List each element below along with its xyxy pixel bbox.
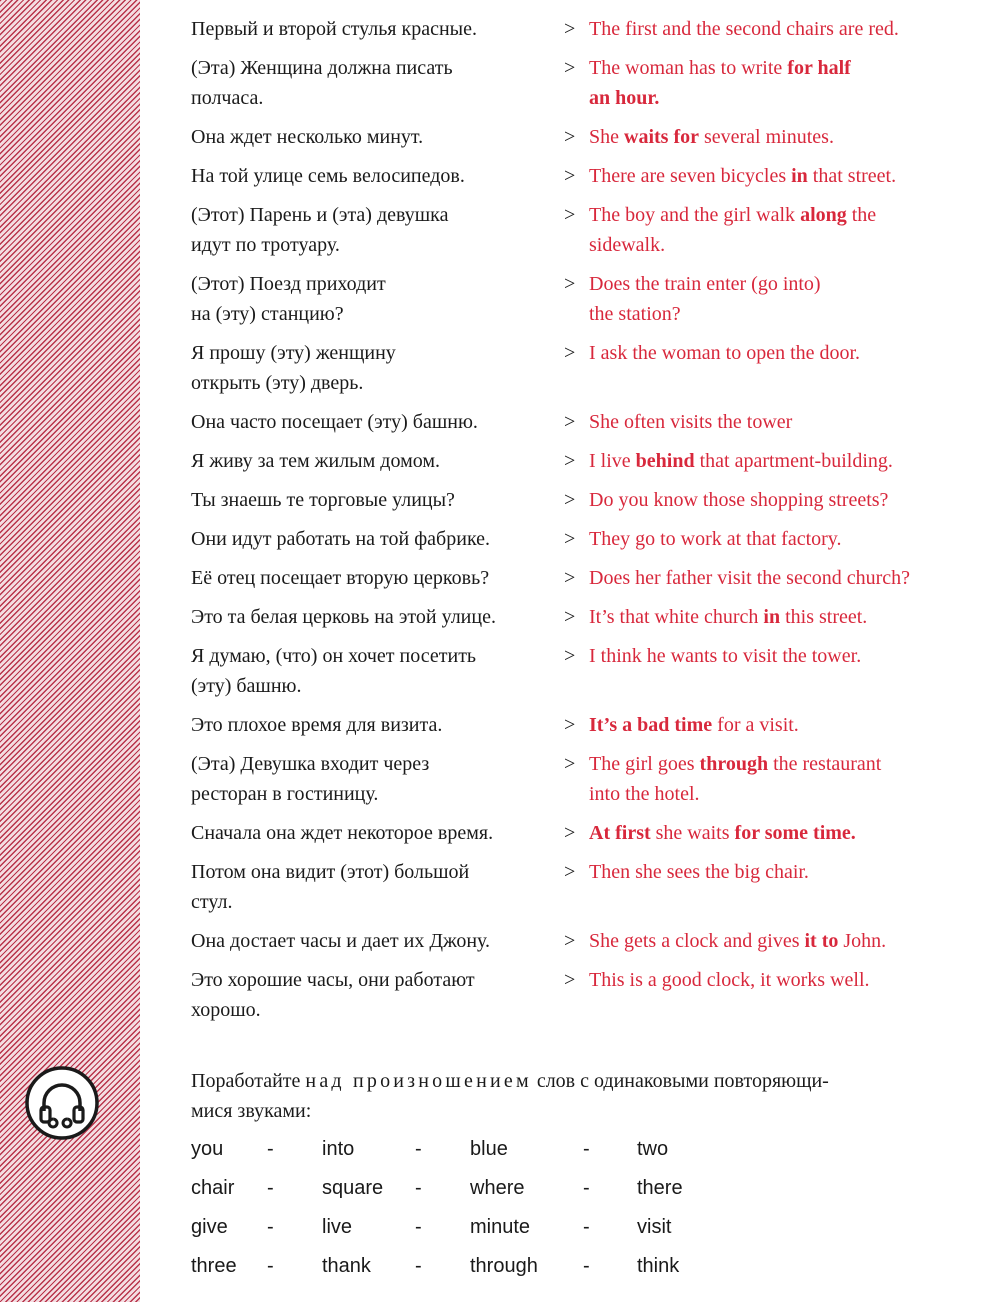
headphones-icon [24,1065,100,1141]
russian-sentence [191,965,556,1025]
russian-line: Она часто посещает (эту) башню. [191,411,478,433]
arrow-marker: > [564,861,576,883]
russian-line: Потом она видит (этот) большой [191,861,470,883]
english-translation [589,161,989,191]
english-segment: This is a good clock, it works well. [589,969,870,991]
russian-sentence [191,818,556,848]
english-bold-segment: behind [635,450,695,472]
english-line [589,710,989,740]
english-line [589,563,989,593]
russian-sentence [191,122,556,152]
arrow-marker: > [564,273,576,295]
english-line [589,407,989,437]
russian-line: стул. [191,891,233,913]
arrow-marker: > [564,204,576,226]
english-segment: It’s that white church [589,606,764,628]
arrow-marker: > [564,606,576,628]
instruction-text-spaced: над произношением [305,1070,532,1092]
english-bold-segment: At first [589,822,651,844]
english-segment: several minutes. [698,126,834,148]
english-segment: There are seven bicycles [589,165,792,187]
english-segment: into the hotel. [589,783,700,805]
english-bold-segment: It’s a bad time [589,714,713,736]
english-segment: this street. [780,606,868,628]
word-separator: - [267,1177,274,1199]
english-segment: They go to work at that factory. [589,528,842,550]
english-line [589,926,989,956]
pronunciation-instruction [191,1066,971,1126]
sentence-row [0,926,1000,956]
word-cell: square [322,1177,384,1199]
russian-sentence [191,269,556,329]
arrow-marker: > [564,342,576,364]
word-cell: blue [470,1138,508,1160]
english-segment: Does her father visit the second church? [589,567,910,589]
arrow-marker: > [564,822,576,844]
english-line [589,524,989,554]
english-translation [589,641,989,671]
english-translation [589,200,989,260]
english-bold-segment: in [763,606,781,628]
russian-sentence [191,749,556,809]
english-line [589,446,989,476]
sentence-row [0,446,1000,476]
english-segment: the [846,204,877,226]
english-segment: I live [589,450,636,472]
sentence-row [0,407,1000,437]
russian-line: (эту) башню. [191,675,302,697]
russian-line: Она достает часы и дает их Джону. [191,930,491,952]
arrow-marker: > [564,489,576,511]
word-cell: thank [322,1255,371,1277]
english-segment: The woman has to write [589,57,788,79]
sentence-row [0,710,1000,740]
word-row [191,1251,791,1290]
word-row [191,1173,791,1212]
english-segment: Do you know those shopping streets? [589,489,889,511]
word-cell: give [191,1216,228,1238]
russian-line: Это хорошие часы, они работают [191,969,475,991]
russian-line: На той улице семь велосипедов. [191,165,465,187]
arrow-marker: > [564,126,576,148]
word-cell: live [322,1216,353,1238]
sentence-row [0,563,1000,593]
instruction-text-line2: мися звуками: [191,1100,312,1122]
russian-line: ресторан в гостиницу. [191,783,379,805]
english-line [589,818,989,848]
english-translation [589,818,989,848]
russian-sentence [191,485,556,515]
russian-line: Ты знаешь те торговые улицы? [191,489,455,511]
sentence-row [0,749,1000,809]
russian-sentence [191,602,556,632]
english-bold-segment: through [699,753,769,775]
word-separator: - [267,1138,274,1160]
english-segment: Does the train enter (go into) [589,273,821,295]
pronunciation-word-table [191,1134,791,1290]
english-line [589,299,989,329]
english-line [589,338,989,368]
russian-line: Я думаю, (что) он хочет посетить [191,645,477,667]
russian-sentence [191,563,556,593]
english-translation [589,407,989,437]
english-bold-segment: along [800,204,847,226]
arrow-marker: > [564,411,576,433]
word-separator: - [267,1255,274,1277]
english-translation [589,269,989,329]
russian-line: (Эта) Женщина должна писать [191,57,453,79]
english-segment: The first and the second chairs are red. [589,18,899,40]
sentence-row [0,602,1000,632]
english-bold-segment: for some time. [734,822,856,844]
english-segment: John. [838,930,887,952]
arrow-marker: > [564,567,576,589]
russian-line: Сначала она ждет некоторое время. [191,822,494,844]
instruction-text-start: Поработайте [191,1070,301,1092]
english-line [589,857,989,887]
russian-sentence [191,857,556,917]
english-translation [589,53,989,113]
arrow-marker: > [564,714,576,736]
english-translation [589,338,989,368]
word-separator: - [415,1216,422,1238]
word-separator: - [583,1216,590,1238]
arrow-marker: > [564,930,576,952]
russian-sentence [191,926,556,956]
russian-sentence [191,14,556,44]
sentence-row [0,161,1000,191]
russian-sentence [191,710,556,740]
english-segment: Then she sees the big chair. [589,861,809,883]
english-translation [589,485,989,515]
russian-line: Я прошу (эту) женщину [191,342,396,364]
english-translation [589,446,989,476]
english-translation [589,926,989,956]
english-segment: the station? [589,303,681,325]
word-separator: - [415,1255,422,1277]
word-separator: - [583,1255,590,1277]
word-separator: - [415,1138,422,1160]
russian-sentence [191,407,556,437]
english-line [589,83,989,113]
sentence-row [0,122,1000,152]
english-line [589,230,989,260]
russian-line: открыть (эту) дверь. [191,372,364,394]
word-cell: through [470,1255,538,1277]
russian-line: идут по тротуару. [191,234,340,256]
russian-sentence [191,446,556,476]
russian-line: (Этот) Парень и (эта) девушка [191,204,449,226]
english-line [589,602,989,632]
english-translation [589,563,989,593]
english-translation [589,524,989,554]
english-line [589,779,989,809]
english-segment: I ask the woman to open the door. [589,342,861,364]
english-translation [589,14,989,44]
english-bold-segment: for half [787,57,851,79]
english-line [589,965,989,995]
russian-sentence [191,641,556,701]
russian-line: Её отец посещает вторую церковь? [191,567,490,589]
english-bold-segment: in [791,165,808,187]
english-line [589,122,989,152]
english-translation [589,710,989,740]
word-cell: where [470,1177,525,1199]
english-translation [589,965,989,995]
english-segment: she waits [650,822,735,844]
sentence-row [0,857,1000,917]
sentence-row [0,485,1000,515]
english-segment: I think he wants to visit the tower. [589,645,862,667]
english-segment: The boy and the girl walk [589,204,801,226]
sentence-row [0,524,1000,554]
sentence-row [0,53,1000,113]
english-segment: She often visits the tower [589,411,793,433]
russian-sentence [191,338,556,398]
russian-sentence [191,161,556,191]
word-row [191,1212,791,1251]
sentence-row [0,965,1000,1025]
english-translation [589,749,989,809]
word-cell: there [637,1177,683,1199]
word-cell: minute [470,1216,531,1238]
russian-line: Она ждет несколько минут. [191,126,424,148]
english-translation [589,857,989,887]
arrow-marker: > [564,450,576,472]
english-line [589,161,989,191]
english-translation [589,602,989,632]
russian-line: Это плохое время для визита. [191,714,443,736]
russian-sentence [191,53,556,113]
arrow-marker: > [564,528,576,550]
english-line [589,641,989,671]
word-cell: you [191,1138,224,1160]
arrow-marker: > [564,57,576,79]
russian-line: (Этот) Поезд приходит [191,273,386,295]
word-cell: chair [191,1177,235,1199]
sentence-row [0,641,1000,701]
arrow-marker: > [564,18,576,40]
english-line [589,14,989,44]
russian-line: хорошо. [191,999,261,1021]
sentence-row [0,269,1000,329]
russian-line: на (эту) станцию? [191,303,344,325]
word-separator: - [583,1138,590,1160]
word-separator: - [267,1216,274,1238]
english-segment: that apartment-building. [694,450,893,472]
english-segment: sidewalk. [589,234,666,256]
arrow-marker: > [564,165,576,187]
english-line [589,269,989,299]
english-translation [589,122,989,152]
arrow-marker: > [564,969,576,991]
russian-line: (Эта) Девушка входит через [191,753,430,775]
english-bold-segment: waits for [624,126,699,148]
instruction-text-end: слов с одинаковыми повторяющи- [536,1070,829,1092]
word-cell: visit [637,1216,672,1238]
russian-line: Они идут работать на той фабрике. [191,528,491,550]
russian-sentence [191,524,556,554]
english-segment: that street. [807,165,897,187]
english-line [589,749,989,779]
sentence-row [0,818,1000,848]
sentence-row [0,338,1000,398]
word-cell: into [322,1138,355,1160]
english-segment: for a visit. [712,714,799,736]
word-cell: two [637,1138,669,1160]
russian-line: полчаса. [191,87,264,109]
russian-line: Это та белая церковь на этой улице. [191,606,496,628]
sentence-row [0,14,1000,44]
word-cell: three [191,1255,237,1277]
english-line [589,53,989,83]
english-segment: She gets a clock and gives [589,930,805,952]
english-line [589,485,989,515]
word-separator: - [583,1177,590,1199]
sentence-row [0,200,1000,260]
russian-sentence [191,200,556,260]
russian-line: Я живу за тем жилым домом. [191,450,440,472]
arrow-marker: > [564,645,576,667]
arrow-marker: > [564,753,576,775]
word-separator: - [415,1177,422,1199]
word-cell: think [637,1255,680,1277]
english-segment: She [589,126,624,148]
word-row [191,1134,791,1173]
english-line [589,200,989,230]
english-bold-segment: an hour. [589,87,660,109]
english-segment: the restaurant [768,753,882,775]
english-bold-segment: it to [804,930,839,952]
russian-line: Первый и второй стулья красные. [191,18,477,40]
english-segment: The girl goes [589,753,700,775]
